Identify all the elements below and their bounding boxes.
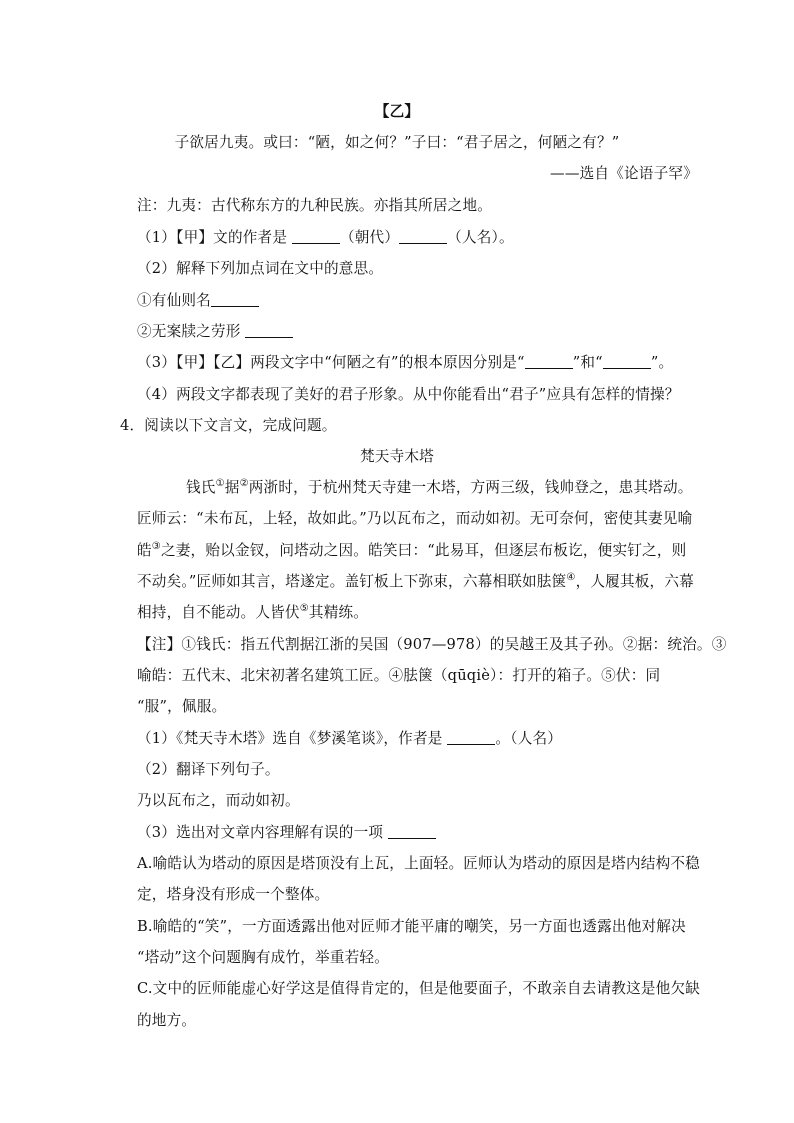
q3-item1-text: ①有仙则名 (137, 292, 211, 309)
answer-blank-choice[interactable] (388, 823, 436, 839)
answer-blank-dynasty[interactable] (292, 228, 340, 244)
option-a-line-2: 定，塔身没有形成一个整体。 (137, 886, 330, 903)
passage-text: ，人履其板，六幕 (575, 573, 694, 590)
q4-sub1-text-b: 。（人名） (495, 730, 563, 747)
answer-blank-mengxi-author[interactable] (447, 729, 495, 745)
footnote-marker-2: ② (239, 478, 249, 490)
q4-note-line-2: 喻皓：五代末、北宋初著名建筑工匠。④胠箧（qūqiè）：打开的箱子。⑤伏：同 (137, 667, 661, 684)
q3-sub3-text-c: ”。 (650, 354, 674, 371)
q3-item2 (137, 322, 293, 342)
footnote-marker-3: ③ (151, 541, 161, 553)
passage-text: 不动矣。”匠师如其言，塔遂定。盖钉板上下弥束，六幕相联如胠箧 (137, 573, 567, 590)
q4-title: 梵天寺木塔 (360, 448, 434, 465)
q3-item2-text: ②无案牍之劳形 (137, 323, 246, 340)
passage-text: 之妻，贻以金钗，问塔动之因。皓笑曰：“此易耳，但逐层布板讫，便实钉之，则 (160, 542, 687, 559)
q3-sub1-text-c: （人名）。 (447, 229, 514, 246)
q3-sub1 (137, 228, 514, 248)
passage-text: 两浙时，于杭州梵天寺建一木塔，方两三级，钱帅登之，患其塔动。 (248, 479, 693, 496)
option-b-line-2: “塔动”这个问题胸有成竹，举重若轻。 (137, 949, 390, 966)
q4-sub2: （2）翻译下列句子。 (137, 761, 280, 778)
q4-intro: 4．阅读以下文言文，完成问题。 (120, 417, 337, 434)
section-heading-yi: 【乙】 (374, 103, 420, 120)
passage-text: 皓 (137, 542, 152, 559)
passage-text: 据 (224, 479, 240, 496)
answer-blank-author[interactable] (399, 228, 447, 244)
q3-sub3 (137, 353, 673, 373)
footnote-marker-4: ④ (566, 572, 576, 584)
q4-translate-sentence: 乃以瓦布之，而动如初。 (137, 792, 300, 809)
passage-text: 其精练。 (308, 604, 369, 621)
q4-passage-line-2: 匠师云：“未布瓦，上轻，故如此。”乃以瓦布之，而动如初。无可奈何，密使其妻见喻 (137, 510, 693, 527)
q3-sub1-text-a: （1）【甲】文的作者是 (137, 229, 292, 246)
q4-note-line-1: 【注】①钱氏：指五代割据江浙的吴国（907—978）的吴越王及其子孙。②据：统治。③ (137, 636, 727, 653)
q3-sub3-text-b: ”和“ (572, 354, 603, 371)
q3-sub1-text-b: （朝代） (339, 229, 400, 246)
q4-passage-line-4 (137, 572, 694, 592)
q4-sub3 (137, 823, 436, 843)
q4-passage-line-5 (137, 603, 368, 623)
q4-sub1-text-a: （1）《梵天寺木塔》选自《梦溪笔谈》，作者是 (137, 730, 448, 747)
q3-sub2: （2）解释下列加点词在文中的意思。 (137, 260, 384, 277)
q3-item1 (137, 291, 259, 311)
footnote-marker-1: ① (215, 478, 225, 490)
yi-passage-note: 注：九夷：古代称东方的九种民族。亦指其所居之地。 (137, 197, 493, 214)
q4-passage-line-3 (137, 541, 686, 561)
q4-note-line-3: “服”，佩服。 (137, 698, 227, 715)
answer-blank-item1[interactable] (211, 291, 259, 307)
option-b-line-1: B.喻皓的“笑”，一方面透露出他对匠师才能平庸的嘲笑，另一方面也透露出他对解决 (137, 918, 686, 935)
yi-passage-text: 子欲居九夷。或曰：“陋，如之何？”子曰：“君子居之，何陋之有？” (174, 134, 620, 151)
q4-sub3-text: （3）选出对文章内容理解有误的一项 (137, 824, 389, 841)
q3-sub3-text-a: （3）【甲】【乙】两段文字中“何陋之有”的根本原因分别是“ (137, 354, 525, 371)
q4-passage-line-1 (186, 478, 693, 498)
answer-blank-item2[interactable] (245, 322, 293, 338)
q3-sub4: （4）两段文字都表现了美好的君子形象。从中你能看出“君子”应具有怎样的情操？ (137, 386, 680, 403)
footnote-marker-5: ⑤ (299, 603, 309, 615)
yi-passage-source: ——选自《论语子罕》 (550, 165, 698, 182)
option-c-line-1: C.文中的匠师能虚心好学这是值得肯定的，但是他要面子，不敢亲自去请教这是他欠缺 (137, 980, 701, 997)
answer-blank-jia-reason[interactable] (525, 353, 573, 369)
passage-text: 钱氏 (186, 479, 216, 496)
option-a-line-1: A.喻皓认为塔动的原因是塔顶没有上瓦，上面轻。匠师认为塔动的原因是塔内结构不稳 (137, 855, 700, 872)
option-c-line-2: 的地方。 (137, 1012, 197, 1029)
answer-blank-yi-reason[interactable] (603, 353, 651, 369)
q4-sub1 (137, 729, 562, 749)
passage-text: 相持，自不能动。人皆伏 (137, 604, 300, 621)
